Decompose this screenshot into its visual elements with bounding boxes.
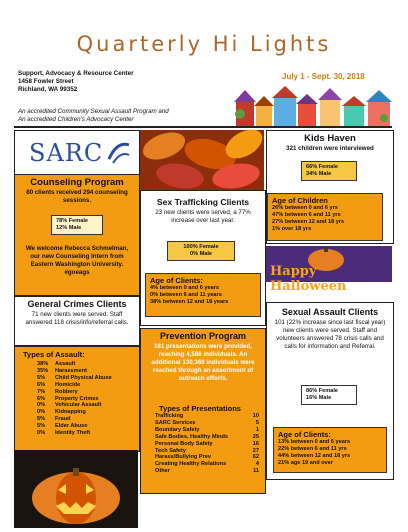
presentation-row (155, 441, 259, 448)
sa-age-1: 22% between 6 and 11 yrs (278, 446, 347, 452)
houses-illustration (234, 84, 394, 128)
prevention-title: Prevention Program (159, 331, 247, 341)
org-address (18, 70, 134, 94)
sexual-assault-age-title: Age of Clients: (278, 430, 331, 439)
kids-haven-age-box (267, 193, 383, 241)
sarc-logo-box (14, 130, 140, 176)
sexual-assault-gender-box (301, 385, 357, 405)
kids-haven-age-title: Age of Children (272, 196, 328, 205)
assault-type-pct: 0% (37, 402, 46, 409)
assault-type-pct: 7% (37, 388, 46, 395)
counseling-gender-box (51, 215, 103, 235)
accreditation (18, 108, 169, 124)
presentation-label: Creating Healthy Relations (155, 461, 227, 468)
counseling-section (14, 174, 140, 296)
presentation-label: Boundary Safety (155, 426, 200, 433)
sexual-assault-body: 101 (22% increase since last fiscal year) new clients were served. Staff and volunteers answered 78 crisis calls and calls for information and Referral. (274, 319, 386, 350)
assault-type-row (37, 430, 137, 437)
presentation-row (155, 448, 259, 455)
kids-age-0: 26% between 0 and 6 yrs (272, 205, 338, 211)
pumpkin-image (14, 450, 138, 528)
sa-age-3: 21% age 19 and over (278, 460, 334, 466)
presentation-label: Safe Bodies, Healthy Minds (155, 433, 229, 440)
presentation-row (155, 454, 259, 461)
halloween-text: Happy Halloween (270, 264, 347, 294)
trafficking-age-2: 38% between 12 and 18 years (150, 299, 229, 305)
assault-type-pct: 5% (37, 416, 46, 423)
trafficking-age-1: 0% between 6 and 11 years (150, 292, 222, 298)
sarc-logo-mark-icon (103, 137, 133, 167)
kids-haven-body: 321 children were interviewed (286, 145, 374, 152)
page-title: Quarterly Hi Lights (76, 32, 332, 56)
presentation-label: Harass/Bullying Prev (155, 454, 211, 461)
assault-type-label: Kidnapping (55, 409, 86, 416)
assault-type-row (37, 389, 137, 396)
sexual-assault-male: 16% Male (306, 395, 332, 401)
autumn-leaves-image (140, 130, 264, 190)
sarc-logo: SARC (29, 139, 104, 167)
assault-type-pct: 38% (37, 361, 49, 367)
assault-type-row (37, 375, 137, 382)
street: 1458 Fowler Street (18, 78, 74, 85)
general-crimes-body: 71 new clients were served. Staff answered 118 crisis/info/referral calls. (25, 311, 129, 326)
types-of-assault-box (14, 346, 140, 452)
org-name: Support, Advocacy & Resource Center (18, 70, 134, 77)
assault-type-label: Identity Theft (55, 430, 91, 437)
kids-age-3: 1% over 18 yrs (272, 226, 312, 232)
assault-type-row (37, 361, 137, 368)
assault-type-label: Elder Abuse (55, 423, 88, 430)
counseling-female: 78% Female (56, 218, 89, 224)
types-of-assault-title: Types of Assault: (23, 350, 85, 359)
assault-type-row (37, 382, 137, 389)
assault-type-label: Assault (55, 361, 76, 367)
counseling-body: 80 clients received 294 counseling sessions. (26, 189, 128, 204)
assault-list (37, 361, 137, 437)
presentation-label: Trafficking (155, 413, 184, 419)
assault-type-pct: 0% (37, 409, 46, 416)
trafficking-age-title: Age of Clients: (150, 276, 203, 285)
presentation-label: Personal Body Safety (155, 440, 213, 447)
assault-type-pct: 5% (37, 374, 46, 381)
presentation-row (155, 434, 259, 441)
assault-type-pct: 6% (37, 381, 46, 388)
assault-type-label: Fraud (55, 416, 71, 423)
counseling-title: Counseling Program (30, 177, 124, 188)
counseling-welcome: We welcome Rebecca Schmelman, our new Counseling Intern from Eastern Washington University. #goeags (25, 245, 129, 276)
presentation-row (155, 413, 259, 420)
assault-type-label: Harassment (55, 367, 88, 374)
assault-type-pct: 6% (37, 395, 46, 402)
sa-age-0: 13% between 0 and 6 years (278, 439, 351, 445)
assault-type-pct: 0% (37, 430, 46, 437)
presentation-count: 16 (252, 440, 259, 447)
presentation-row (155, 461, 259, 468)
presentation-count: 27 (252, 447, 259, 454)
assault-type-pct: 35% (37, 367, 49, 374)
general-crimes-section (14, 296, 140, 346)
presentation-count: 25 (252, 433, 259, 440)
presentations-title: Types of Presentations (159, 404, 241, 413)
presentation-count: 4 (255, 461, 259, 468)
assault-type-pct: 5% (37, 423, 46, 430)
header-divider (14, 126, 392, 128)
kids-haven-section (266, 130, 394, 244)
kids-age-2: 27% between 12 and 18 yrs (272, 219, 345, 225)
general-crimes-title: General Crimes Clients (27, 299, 127, 309)
sexual-assault-female: 86% Female (306, 388, 339, 394)
presentation-list (155, 413, 259, 475)
prevention-section (140, 328, 266, 494)
trafficking-female: 100% Female (183, 244, 219, 250)
assault-type-row (37, 409, 137, 416)
accreditation-line-2: An accredited Children's Advocacy Center (18, 116, 134, 123)
assault-type-row (37, 396, 137, 403)
assault-type-row (37, 416, 137, 423)
trafficking-age-box (145, 273, 261, 317)
assault-type-label: Vehicular Assault (55, 402, 102, 409)
presentation-count: 5 (255, 419, 259, 426)
counseling-male: 12% Male (56, 225, 82, 231)
sexual-assault-age-box (273, 427, 387, 473)
trafficking-age-0: 4% between 0 and 6 years (150, 285, 220, 291)
trafficking-gender-box (167, 241, 235, 261)
kids-haven-male: 34% Male (306, 171, 332, 177)
trafficking-male: 0% Male (189, 251, 213, 257)
sex-trafficking-body: 23 new clients were served, a 77% increase over last year. (155, 209, 251, 224)
presentation-label: Other (155, 468, 170, 475)
accreditation-line-1: An accredited Community Sexual Assault Program and (18, 108, 169, 115)
assault-type-label: Child Physical Abuse (55, 374, 112, 381)
presentation-count: 1 (255, 426, 259, 433)
presentation-label: Tech Safety (155, 447, 186, 454)
presentation-count: 10 (252, 413, 259, 419)
assault-type-label: Homicide (55, 381, 81, 388)
presentation-row (155, 468, 259, 475)
presentation-row (155, 427, 259, 434)
kids-haven-female: 66% Female (306, 164, 339, 170)
sexual-assault-title: Sexual Assault Clients (281, 307, 379, 317)
assault-type-row (37, 423, 137, 430)
sex-trafficking-section (140, 190, 266, 326)
prevention-body: 161 presentations were provided, reaching 4,586 individuals. An additional 130,368 individuals were reached through an assortment of outreach efforts. (151, 343, 255, 382)
date-range: July 1 - Sept. 30, 2018 (282, 72, 365, 81)
kids-age-1: 47% between 6 and 11 yrs (272, 212, 341, 218)
sa-age-2: 44% between 12 and 18 yrs (278, 453, 351, 459)
assault-type-label: Property Crimes (55, 395, 99, 402)
sex-trafficking-title: Sex Trafficking Clients (156, 197, 250, 207)
sexual-assault-section (266, 302, 394, 480)
presentation-count: 11 (253, 468, 259, 475)
presentation-label: SARC Services (155, 419, 196, 426)
city: Richland, WA 99352 (18, 86, 78, 93)
kids-haven-gender-box (301, 161, 357, 181)
assault-type-row (37, 368, 137, 375)
presentation-row (155, 420, 259, 427)
assault-type-label: Robbery (55, 388, 78, 395)
presentation-count: 62 (252, 454, 259, 461)
kids-haven-title: Kids Haven (304, 133, 356, 144)
halloween-banner (266, 246, 392, 294)
assault-type-row (37, 402, 137, 409)
